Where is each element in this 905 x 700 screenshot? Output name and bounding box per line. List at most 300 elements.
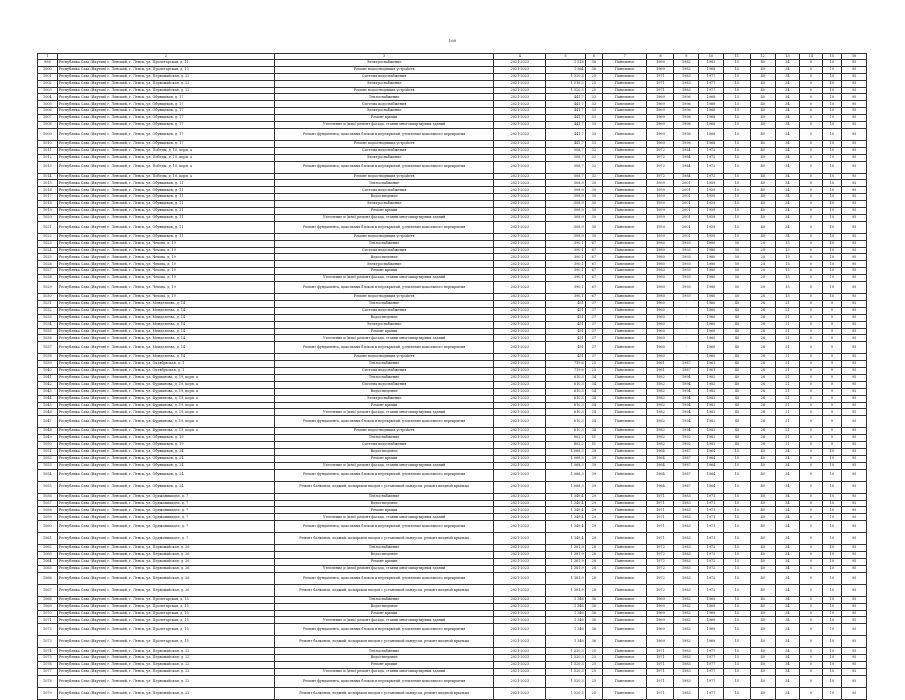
- table-cell: 0: [800, 108, 822, 115]
- table-cell: 40: [750, 545, 775, 552]
- table-cell: Утепление и (или) ремонт фасада, ставни многоквартирных зданий: [274, 669, 494, 676]
- table-cell: Панельное: [602, 648, 646, 655]
- table-cell: 2021-2023: [494, 115, 546, 122]
- table-cell: 95: [842, 87, 867, 94]
- table-cell: 15: [775, 275, 800, 282]
- table-cell: 1996: [674, 122, 699, 129]
- table-cell: 1972: [699, 584, 724, 596]
- table-row: [38, 300, 867, 307]
- table-cell: 40: [750, 493, 775, 500]
- table-cell: Панельное: [602, 507, 646, 514]
- table-cell: Республика Саха (Якутия) г. Ленский, г. Ленск, ул. Обувщиков, д. 19: [57, 435, 274, 442]
- table-cell: 1960: [647, 307, 674, 314]
- table-cell: 1971: [647, 675, 674, 687]
- table-cell: 1 349,4: [546, 493, 585, 500]
- table-row: [38, 354, 867, 361]
- table-cell: Панельное: [602, 514, 646, 521]
- table-cell: Республика Саха (Якутия) г. Ленский, г. Ленск, ул. Обувщиков, д. 17: [57, 108, 274, 115]
- table-cell: 0: [800, 187, 822, 194]
- table-row: [38, 636, 867, 648]
- table-cell: Ремонт крыши: [274, 662, 494, 669]
- table-cell: Республика Саха (Якутия) г. Ленский, г. Ленск, ул. Обувщиков, д. 24: [57, 469, 274, 481]
- table-cell: 2021-2023: [494, 261, 546, 268]
- table-cell: 95: [842, 128, 867, 140]
- table-cell: 1993: [674, 247, 699, 254]
- header-cell: 11: [723, 54, 750, 60]
- table-cell: Ремонт балконов, лоджий, козырьков входов с установкой пандусов, ремонт входной крыльца: [274, 533, 494, 545]
- table-cell: 37: [585, 354, 602, 361]
- table-cell: 1078: [38, 675, 58, 687]
- table-cell: 0: [800, 122, 822, 129]
- table-cell: 2021-2023: [494, 368, 546, 375]
- table-cell: 0: [800, 328, 822, 335]
- table-cell: 0: [800, 617, 822, 624]
- table-cell: 25: [585, 675, 602, 687]
- header-cell: 2: [57, 54, 274, 60]
- table-row: [38, 194, 867, 201]
- table-cell: 1982: [674, 636, 699, 648]
- table-cell: 1983: [674, 545, 699, 552]
- table-cell: 1064: [38, 558, 58, 565]
- table-cell: 15: [723, 624, 750, 636]
- table-cell: 1972: [647, 584, 674, 596]
- table-cell: 610,3: [546, 395, 585, 402]
- table-cell: Панельное: [602, 603, 646, 610]
- table-cell: 40: [750, 552, 775, 559]
- table-cell: -: [674, 300, 699, 307]
- table-cell: 1039: [38, 361, 58, 368]
- table-cell: 10: [822, 247, 842, 254]
- table-cell: 10: [822, 655, 842, 662]
- table-cell: 95: [842, 455, 867, 462]
- table-cell: 95: [842, 60, 867, 67]
- table-cell: 451: [546, 328, 585, 335]
- table-cell: 34: [585, 374, 602, 381]
- table-cell: 21: [775, 342, 800, 354]
- table-cell: 10: [822, 448, 842, 455]
- table-cell: 0: [800, 368, 822, 375]
- table-cell: 1982: [699, 395, 724, 402]
- table-cell: 0: [800, 565, 822, 572]
- table-cell: 2021-2023: [494, 214, 546, 221]
- table-row: [38, 233, 867, 240]
- table-cell: Республика Саха (Якутия) г. Ленский, г. Ленск, ул. Чехова, д. 19: [57, 254, 274, 261]
- table-cell: 95: [842, 374, 867, 381]
- table-cell: 30: [585, 208, 602, 215]
- table-cell: 1972: [699, 147, 724, 154]
- table-cell: 67: [585, 275, 602, 282]
- table-cell: 9: [822, 328, 842, 335]
- table-row: [38, 342, 867, 354]
- table-cell: Республика Саха (Якутия) г. Ленский, г. Ленск, ул. Менделеева, д. 14: [57, 354, 274, 361]
- table-cell: 9: [822, 435, 842, 442]
- table-cell: Республика Саха (Якутия) г. Ленский, г. Ленск, ул. Чехова, д. 19: [57, 275, 274, 282]
- table-cell: Ремонт балконов, лоджий, козырьков входов с установкой пандусов, ремонт входной крыльца: [274, 636, 494, 648]
- table-cell: Теплоснабжение: [274, 435, 494, 442]
- table-cell: 95: [842, 669, 867, 676]
- table-cell: Панельное: [602, 173, 646, 180]
- table-cell: 1971: [647, 687, 674, 699]
- table-cell: 1964: [647, 481, 674, 493]
- table-cell: 2021-2023: [494, 514, 546, 521]
- table-cell: Панельное: [602, 94, 646, 101]
- table-cell: 451: [546, 300, 585, 307]
- table-cell: 40: [750, 655, 775, 662]
- table-cell: 36: [585, 636, 602, 648]
- table-cell: 25: [585, 87, 602, 94]
- table-cell: 1982: [647, 442, 674, 449]
- table-cell: 34: [775, 469, 800, 481]
- table-cell: 28: [750, 428, 775, 435]
- table-cell: 1969: [699, 636, 724, 648]
- table-cell: 40: [750, 533, 775, 545]
- table-cell: 2021-2023: [494, 307, 546, 314]
- table-cell: 28: [750, 300, 775, 307]
- table-cell: Теплоснабжение: [274, 374, 494, 381]
- table-cell: 1960: [699, 328, 724, 335]
- table-cell: 34: [585, 395, 602, 402]
- table-cell: 15: [723, 533, 750, 545]
- table-cell: 0: [800, 462, 822, 469]
- table-cell: 1994: [674, 388, 699, 395]
- table-cell: Республика Саха (Якутия) г. Ленский, г. Ленск, ул. Первомайская, д. 26: [57, 545, 274, 552]
- table-cell: 1992: [674, 435, 699, 442]
- table-cell: 15: [775, 247, 800, 254]
- table-cell: 0: [800, 354, 822, 361]
- table-cell: Панельное: [602, 462, 646, 469]
- table-cell: 451: [546, 321, 585, 328]
- table-cell: Утепление и (или) ремонт фасада, ставни многоквартирных зданий: [274, 275, 494, 282]
- table-cell: 390,1: [546, 240, 585, 247]
- table-row: [38, 80, 867, 87]
- table-cell: 1 346: [546, 636, 585, 648]
- table-cell: 1968: [699, 128, 724, 140]
- table-cell: 1057: [38, 500, 58, 507]
- table-cell: 15: [723, 80, 750, 87]
- table-cell: 1 068,3: [546, 462, 585, 469]
- table-cell: Ремонт фундамента, цокольных блоков и перекрытий, утепление цокольного перекрытия: [274, 416, 494, 428]
- table-cell: 29: [585, 514, 602, 521]
- table-cell: 1968: [699, 101, 724, 108]
- table-cell: 2021-2023: [494, 87, 546, 94]
- table-cell: 1009: [38, 128, 58, 140]
- table-cell: 1983: [674, 80, 699, 87]
- table-cell: 2021-2023: [494, 233, 546, 240]
- table-cell: 21: [775, 395, 800, 402]
- table-cell: 1972: [699, 154, 724, 161]
- page-number: 160: [448, 38, 457, 43]
- table-row: [38, 307, 867, 314]
- table-cell: Электроснабжение: [274, 395, 494, 402]
- table-cell: 34: [775, 648, 800, 655]
- table-cell: 95: [842, 187, 867, 194]
- table-cell: 10: [822, 552, 842, 559]
- table-cell: 1980: [647, 254, 674, 261]
- table-cell: 2021-2023: [494, 101, 546, 108]
- table-cell: 1969: [647, 122, 674, 129]
- table-cell: 95: [842, 558, 867, 565]
- table-cell: Электроснабжение: [274, 261, 494, 268]
- table-cell: 1960: [647, 335, 674, 342]
- table-cell: 1 349,4: [546, 533, 585, 545]
- table-cell: Республика Саха (Якутия) г. Ленский, г. Ленск, ул. Пролетарская, д. 15: [57, 603, 274, 610]
- table-cell: Республика Саха (Якутия) г. Ленский, г. Ленск, ул. Обувщиков, д. 17: [57, 128, 274, 140]
- table-cell: Панельное: [602, 469, 646, 481]
- table-cell: 15: [723, 108, 750, 115]
- table-cell: Республика Саха (Якутия) г. Ленский, г. Ленск, ул. Пролетарская, д. 15: [57, 610, 274, 617]
- table-cell: 37: [585, 300, 602, 307]
- table-cell: 95: [842, 254, 867, 261]
- table-cell: 34: [775, 194, 800, 201]
- table-cell: Панельное: [602, 342, 646, 354]
- table-cell: 40: [750, 617, 775, 624]
- table-cell: 25: [585, 361, 602, 368]
- table-cell: 34: [775, 87, 800, 94]
- table-cell: 1076: [38, 662, 58, 669]
- table-cell: -: [674, 314, 699, 321]
- table-cell: 9: [822, 314, 842, 321]
- table-cell: 10: [822, 558, 842, 565]
- table-cell: Республика Саха (Якутия) г. Ленский, г. Ленск, ул. Фурманова, д. 19, корп. а: [57, 409, 274, 416]
- table-cell: 28: [750, 342, 775, 354]
- table-cell: 1969: [699, 617, 724, 624]
- table-cell: 1993: [674, 268, 699, 275]
- table-cell: 21: [775, 402, 800, 409]
- table-cell: 1969: [647, 60, 674, 67]
- table-cell: Панельное: [602, 662, 646, 669]
- table-cell: 40: [723, 307, 750, 314]
- table-cell: 40: [750, 507, 775, 514]
- table-cell: 20: [750, 247, 775, 254]
- table-cell: 95: [842, 108, 867, 115]
- table-cell: 0: [800, 507, 822, 514]
- table-cell: 1983: [674, 655, 699, 662]
- table-cell: 1996: [674, 101, 699, 108]
- table-cell: Панельное: [602, 147, 646, 154]
- table-cell: 1960: [699, 314, 724, 321]
- table-cell: 40: [750, 624, 775, 636]
- table-cell: 0: [800, 428, 822, 435]
- table-cell: 10: [822, 648, 842, 655]
- table-cell: 1993: [674, 282, 699, 294]
- table-cell: 2021-2023: [494, 388, 546, 395]
- table-cell: 95: [842, 173, 867, 180]
- table-cell: 1 381,9: [546, 545, 585, 552]
- table-cell: 95: [842, 617, 867, 624]
- table-cell: Утепление и (или) ремонт фасада, ставни многоквартирных зданий: [274, 617, 494, 624]
- table-cell: 10: [822, 624, 842, 636]
- table-cell: Ремонт водоотводящих устройств: [274, 233, 494, 240]
- table-cell: 1980: [699, 240, 724, 247]
- table-cell: 10: [822, 80, 842, 87]
- table-row: [38, 596, 867, 603]
- table-cell: Ремонт балконов, лоджий, козырьков входов с установкой пандусов, ремонт входной крыльца: [274, 481, 494, 493]
- table-cell: 95: [842, 294, 867, 301]
- table-cell: 1 349,4: [546, 514, 585, 521]
- header-cell: 16: [842, 54, 867, 60]
- table-cell: 95: [842, 328, 867, 335]
- table-cell: 2021-2023: [494, 545, 546, 552]
- table-cell: Панельное: [602, 545, 646, 552]
- table-cell: 1984: [674, 173, 699, 180]
- header-cell: 10: [699, 54, 724, 60]
- table-cell: 40: [723, 416, 750, 428]
- table-cell: 28: [750, 381, 775, 388]
- table-cell: 2021-2023: [494, 521, 546, 533]
- table-cell: 95: [842, 552, 867, 559]
- table-cell: 2021-2023: [494, 507, 546, 514]
- table-cell: 15: [723, 194, 750, 201]
- table-cell: 0: [800, 173, 822, 180]
- table-cell: 32: [585, 147, 602, 154]
- table-cell: 1 346: [546, 603, 585, 610]
- table-cell: 95: [842, 584, 867, 596]
- table-cell: 15: [723, 161, 750, 173]
- table-cell: 1982: [674, 603, 699, 610]
- table-cell: 1982: [647, 402, 674, 409]
- header-cell: 6: [585, 54, 602, 60]
- table-cell: 1959: [699, 180, 724, 187]
- table-cell: 28: [750, 374, 775, 381]
- table-cell: 33: [585, 140, 602, 147]
- table-cell: 40: [723, 428, 750, 435]
- table-cell: Панельное: [602, 558, 646, 565]
- table-cell: 10: [822, 87, 842, 94]
- table-cell: 1044: [38, 395, 58, 402]
- table-cell: Электроснабжение: [274, 154, 494, 161]
- table-cell: 1 520,3: [546, 662, 585, 669]
- table-cell: 40: [750, 221, 775, 233]
- table-cell: Панельное: [602, 435, 646, 442]
- table-cell: 2021-2023: [494, 381, 546, 388]
- table-cell: 40: [750, 669, 775, 676]
- table-cell: 40: [750, 584, 775, 596]
- table-cell: 2021-2023: [494, 201, 546, 208]
- table-cell: 40: [750, 572, 775, 584]
- table-cell: 34: [775, 610, 800, 617]
- table-cell: 15: [723, 201, 750, 208]
- table-cell: 0: [800, 247, 822, 254]
- table-cell: Панельное: [602, 66, 646, 73]
- table-cell: 25: [585, 687, 602, 699]
- table-cell: 0: [800, 481, 822, 493]
- table-cell: Панельное: [602, 214, 646, 221]
- table-cell: 1056: [38, 493, 58, 500]
- table-cell: 20: [750, 282, 775, 294]
- table-cell: 0: [800, 416, 822, 428]
- table-cell: 610,3: [546, 416, 585, 428]
- table-cell: 610,3: [546, 381, 585, 388]
- table-cell: 1960: [647, 342, 674, 354]
- table-cell: Система водоснабжения: [274, 187, 494, 194]
- table-cell: 95: [842, 610, 867, 617]
- table-cell: 2021-2023: [494, 128, 546, 140]
- table-cell: 1971: [647, 73, 674, 80]
- table-cell: 0: [800, 214, 822, 221]
- table-cell: 1017: [38, 194, 58, 201]
- table-cell: 1 349,4: [546, 521, 585, 533]
- table-cell: 1996: [674, 115, 699, 122]
- header-cell: 5: [546, 54, 585, 60]
- table-cell: 40: [750, 122, 775, 129]
- table-cell: 10: [822, 180, 842, 187]
- table-row: [38, 154, 867, 161]
- table-cell: 2021-2023: [494, 187, 546, 194]
- table-cell: 1972: [699, 572, 724, 584]
- table-cell: 1 520,3: [546, 73, 585, 80]
- table-cell: 1969: [699, 603, 724, 610]
- table-cell: 1013: [38, 161, 58, 173]
- table-cell: 1972: [647, 161, 674, 173]
- table-cell: 1982: [647, 435, 674, 442]
- table-cell: 1971: [699, 493, 724, 500]
- table-cell: 1036: [38, 335, 58, 342]
- table-cell: 10: [822, 66, 842, 73]
- table-cell: Панельное: [602, 533, 646, 545]
- table-cell: 1059: [38, 514, 58, 521]
- table-cell: 1 068,3: [546, 481, 585, 493]
- table-cell: 1048: [38, 428, 58, 435]
- table-cell: 95: [842, 268, 867, 275]
- table-cell: Утепление и (или) ремонт фасада, ставни многоквартирных зданий: [274, 122, 494, 129]
- table-cell: 50: [723, 268, 750, 275]
- table-cell: 95: [842, 545, 867, 552]
- table-cell: 1971: [647, 533, 674, 545]
- table-cell: Ремонт крыши: [274, 115, 494, 122]
- table-row: [38, 268, 867, 275]
- table-cell: 0: [800, 469, 822, 481]
- table-cell: 1972: [647, 173, 674, 180]
- table-cell: Панельное: [602, 636, 646, 648]
- table-cell: 1980: [647, 275, 674, 282]
- table-cell: Панельное: [602, 268, 646, 275]
- table-cell: 719,6: [546, 368, 585, 375]
- table-cell: 0: [800, 154, 822, 161]
- table-cell: 1982: [674, 66, 699, 73]
- table-cell: 1071: [38, 617, 58, 624]
- header-cell: 13: [775, 54, 800, 60]
- table-cell: 0: [800, 675, 822, 687]
- table-row: [38, 409, 867, 416]
- table-cell: Республика Саха (Якутия) г. Ленский, г. Ленск, ул. Обувщиков, д. 24: [57, 481, 274, 493]
- table-cell: Республика Саха (Якутия) г. Ленский, г. Ленск, ул. Обувщиков, д. 11: [57, 194, 274, 201]
- table-cell: 1052: [38, 455, 58, 462]
- table-cell: 15: [723, 662, 750, 669]
- table-cell: 95: [842, 122, 867, 129]
- table-cell: 2021-2023: [494, 354, 546, 361]
- table-cell: 10: [822, 455, 842, 462]
- table-cell: 1980: [699, 282, 724, 294]
- table-cell: 1972: [647, 558, 674, 565]
- table-cell: 1980: [647, 294, 674, 301]
- table-row: [38, 493, 867, 500]
- table-cell: 15: [723, 115, 750, 122]
- table-cell: 2021-2023: [494, 268, 546, 275]
- table-cell: 1996: [674, 128, 699, 140]
- table-cell: 1983: [674, 73, 699, 80]
- table-cell: Система водоснабжения: [274, 247, 494, 254]
- table-cell: 2021-2023: [494, 558, 546, 565]
- table-cell: 0: [800, 493, 822, 500]
- table-cell: 34: [775, 73, 800, 80]
- table-cell: 1969: [647, 66, 674, 73]
- table-cell: Республика Саха (Якутия) г. Ленский, г. Ленск, ул. Обувщиков, д. 11: [57, 187, 274, 194]
- table-cell: 34: [775, 221, 800, 233]
- table-cell: 441,7: [546, 128, 585, 140]
- table-cell: 9: [822, 388, 842, 395]
- table-cell: 10: [822, 603, 842, 610]
- table-cell: 40: [723, 354, 750, 361]
